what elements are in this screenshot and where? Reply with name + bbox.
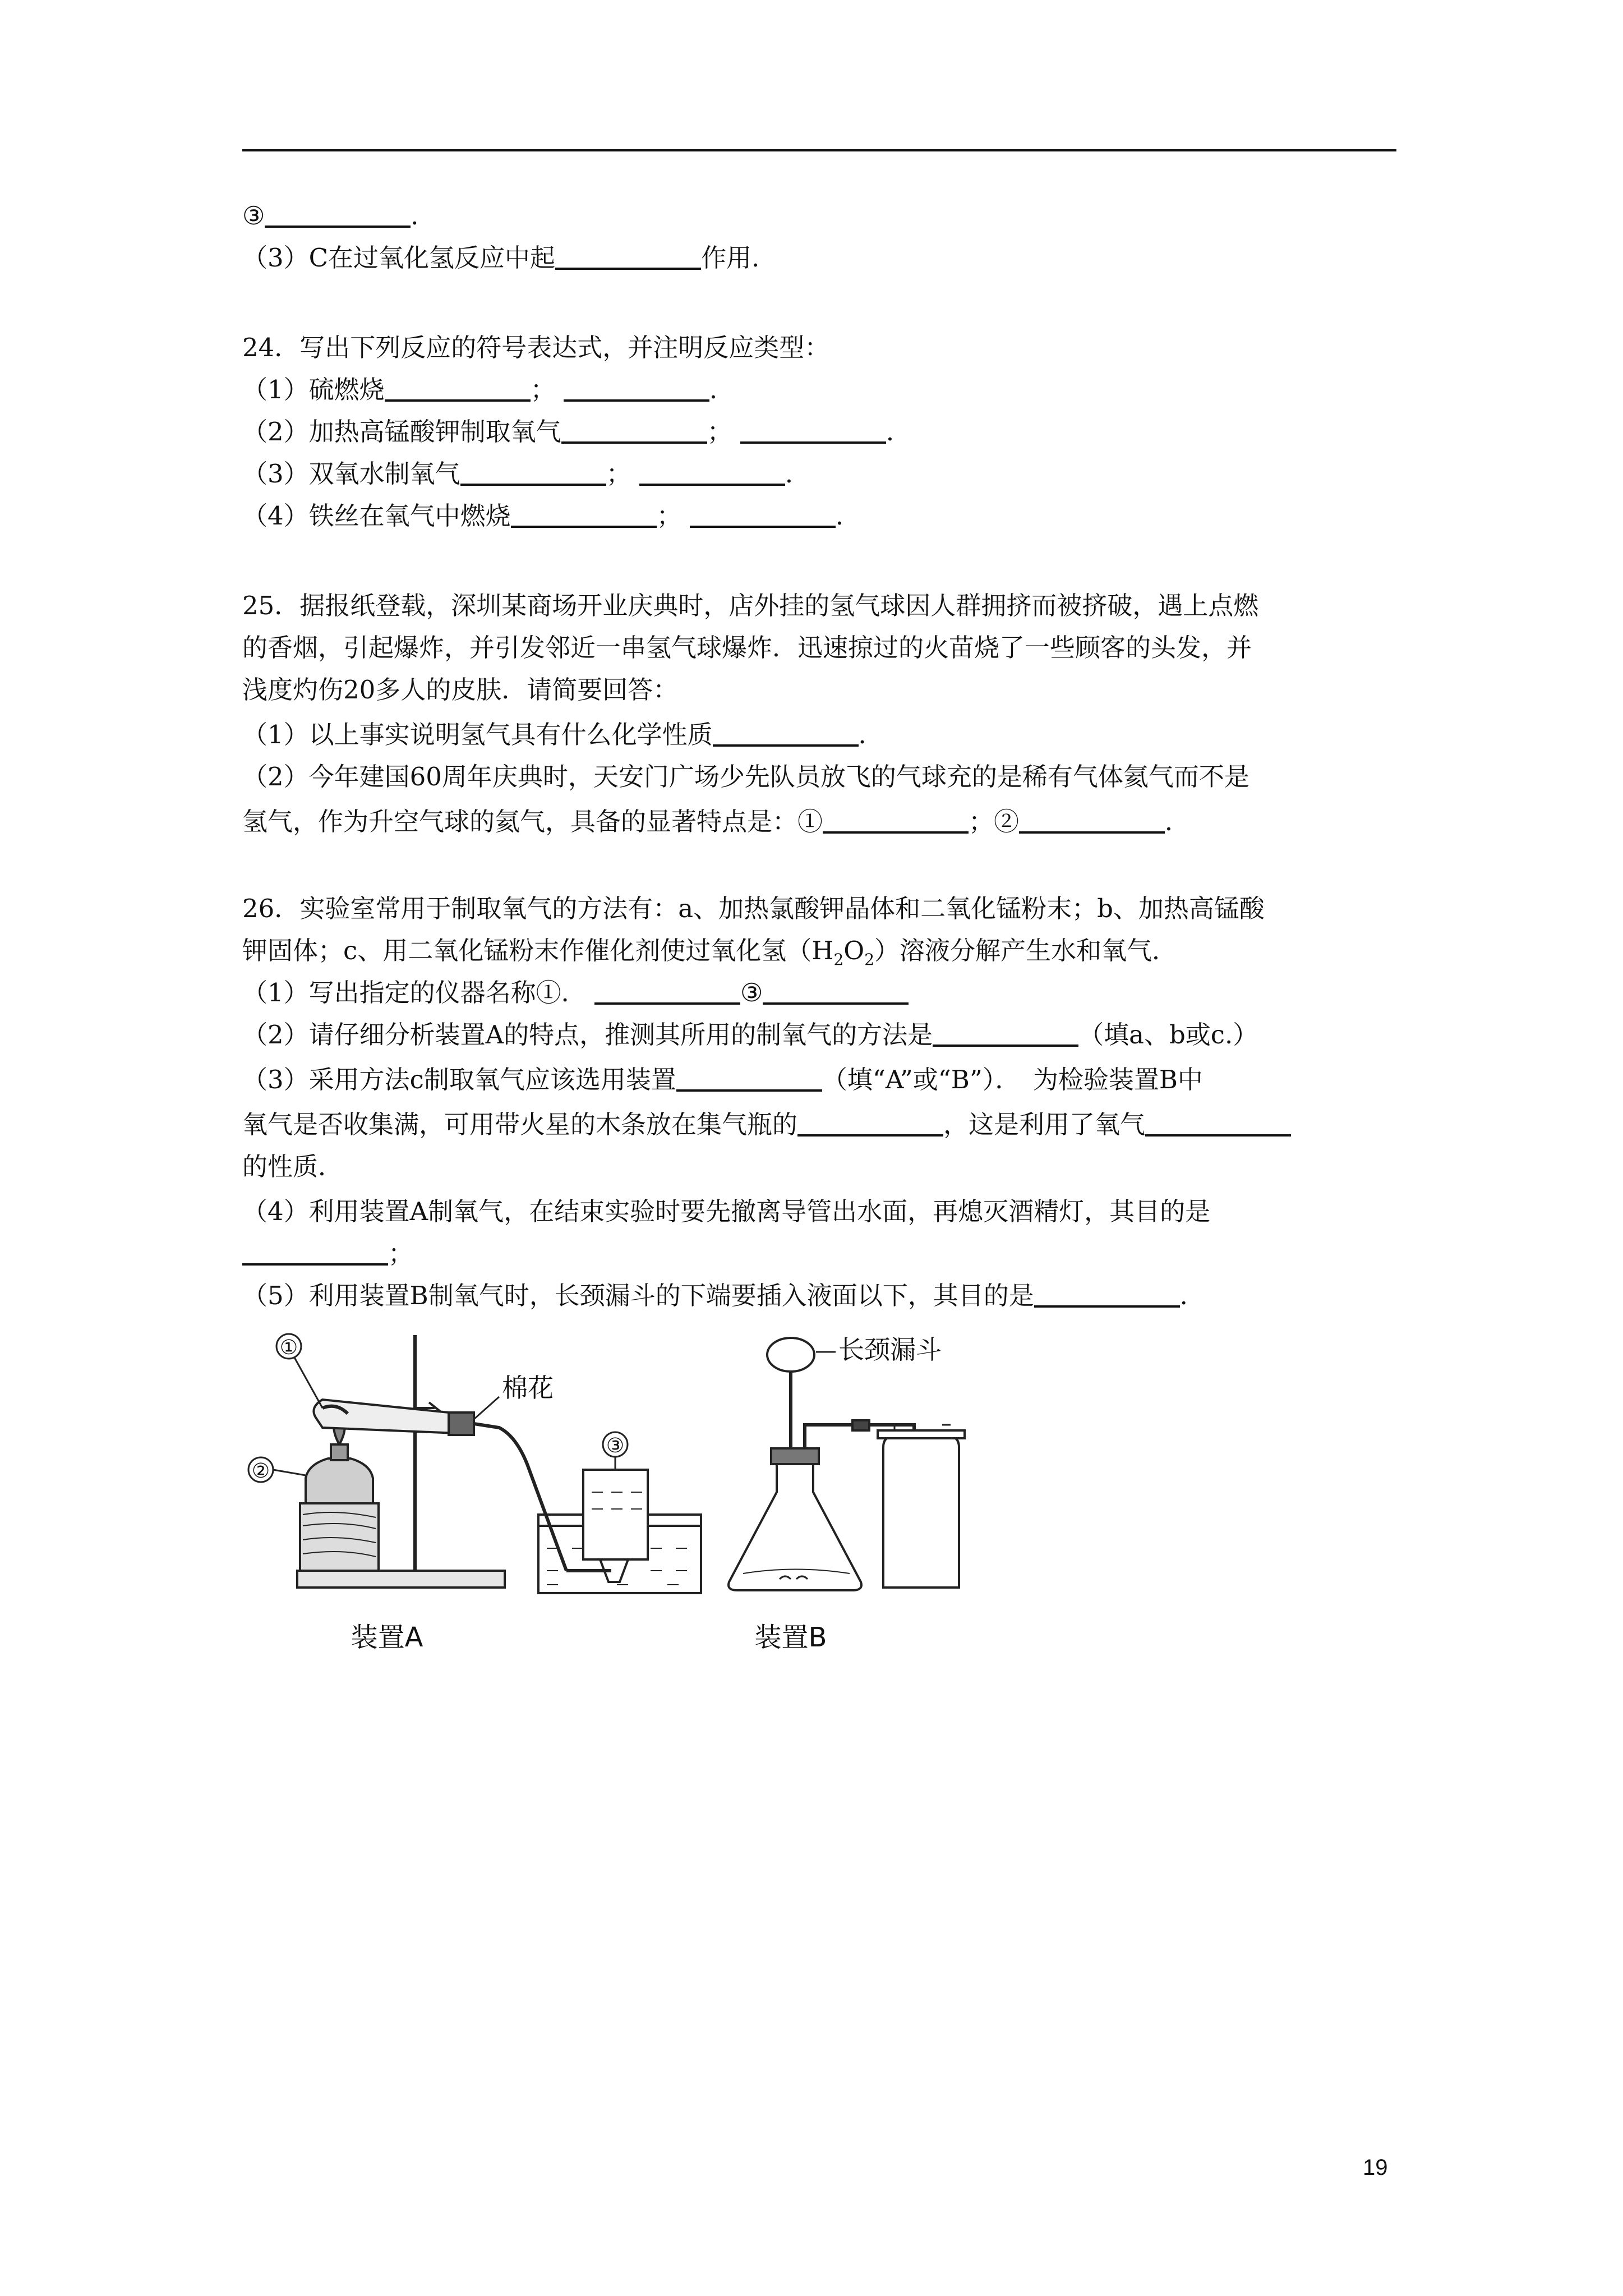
q24-title: 24．写出下列反应的符号表达式，并注明反应类型： [242,333,830,362]
answer-blank[interactable] [385,375,531,402]
cotton-label: 棉花 [502,1373,554,1403]
q25-line-1: 25．据报纸登载，深圳某商场开业庆典时，店外挂的氢气球因人群拥挤而被挤破，遇上点燃 [242,591,1259,620]
q26-item-3c: 的性质． [242,1152,344,1181]
answer-blank[interactable] [265,201,411,228]
answer-blank[interactable] [690,501,836,528]
q25-item-2: （2）今年建国60周年庆典时，天安门广场少先队员放飞的气球充的是稀有气体氦气而不是 [242,762,1249,792]
answer-blank[interactable] [594,978,740,1005]
apparatus-b [728,1338,965,1590]
q26-item-2: （2）请仔细分析装置A的特点，推测其所用的制氧气的方法是 （填a、b或c.） [242,1020,1258,1050]
q26-line-1: 26．实验室常用于制取氧气的方法有：a、加热氯酸钾晶体和二氧化锰粉末；b、加热高锰酸 [242,894,1265,923]
answer-blank[interactable] [564,375,709,402]
caption-a: 装置A [351,1622,423,1653]
label-2: ② [251,1460,270,1483]
q26-item-4: （4）利用装置A制氧气，在结束实验时要先撤离导管出水面，再熄灭酒精灯，其目的是 [242,1197,1211,1226]
apparatus-a [248,1334,701,1593]
apparatus-figure [224,1324,1038,1660]
header-rule [242,149,1396,151]
answer-blank[interactable] [511,501,657,528]
q26-item-3: （3）采用方法c制取氧气应该选用装置 （填“A”或“B”）． 为检验装置B中 [242,1065,1203,1094]
answer-blank[interactable] [740,417,886,444]
q26-item-1: （1）写出指定的仪器名称①． ③ [242,976,909,1010]
answer-blank[interactable] [823,807,969,834]
funnel-label: 长颈漏斗 [838,1335,942,1365]
page-number: 19 [1363,2155,1388,2180]
line-q23-c: （3）C在过氧化氢反应中起 作用． [242,243,777,273]
q24-item-2: （2）加热高锰酸钾制取氧气 ； ． [242,417,911,447]
answer-blank[interactable] [797,1110,943,1137]
q24-item-1: （1）硫燃烧 ； ． [242,375,735,404]
q24-item-3: （3）双氧水制氧气 ； ． [242,459,810,489]
caption-b: 装置B [754,1622,827,1653]
q25-item-1: （1）以上事实说明氢气具有什么化学性质 ． [242,720,884,749]
q26-item-3b: 氧气是否收集满，可用带火星的木条放在集气瓶的 ，这是利用了氧气 [242,1108,1291,1142]
answer-blank[interactable] [242,1239,388,1266]
label-3: ③ [606,1434,625,1457]
answer-blank[interactable] [555,243,701,270]
answer-blank[interactable] [639,459,785,486]
q25-line-2: 的香烟，引起爆炸，并引发邻近一串氢气球爆炸．迅速掠过的火苗烧了一些顾客的头发，并 [242,633,1252,662]
label-1: ① [279,1336,298,1359]
answer-blank[interactable] [676,1065,822,1092]
line-q23-3: ③ ． [242,201,436,231]
answer-blank[interactable] [460,459,606,486]
q25-item-2b: 氢气，作为升空气球的氦气，具备的显著特点是：① ；② ． [242,807,1191,836]
q26-item-4b: ； [242,1237,413,1271]
q26-line-2: 钾固体；c、用二氧化锰粉末作催化剂使过氧化氢$(H_2O_2)$溶液分解产生水和氧气． [242,936,1178,969]
answer-blank[interactable] [561,417,707,444]
q24-item-4: （4）铁丝在氧气中燃烧 ； ． [242,501,861,531]
answer-blank[interactable] [713,720,859,747]
answer-blank[interactable] [1034,1281,1180,1308]
q25-line-3: 浅度灼伤20多人的皮肤．请简要回答： [242,675,679,705]
answer-blank[interactable] [763,978,909,1005]
answer-blank[interactable] [1145,1110,1291,1137]
answer-blank[interactable] [1019,807,1165,834]
q26-item-5: （5）利用装置B制氧气时，长颈漏斗的下端要插入液面以下，其目的是 ． [242,1281,1205,1310]
answer-blank[interactable] [933,1020,1078,1047]
